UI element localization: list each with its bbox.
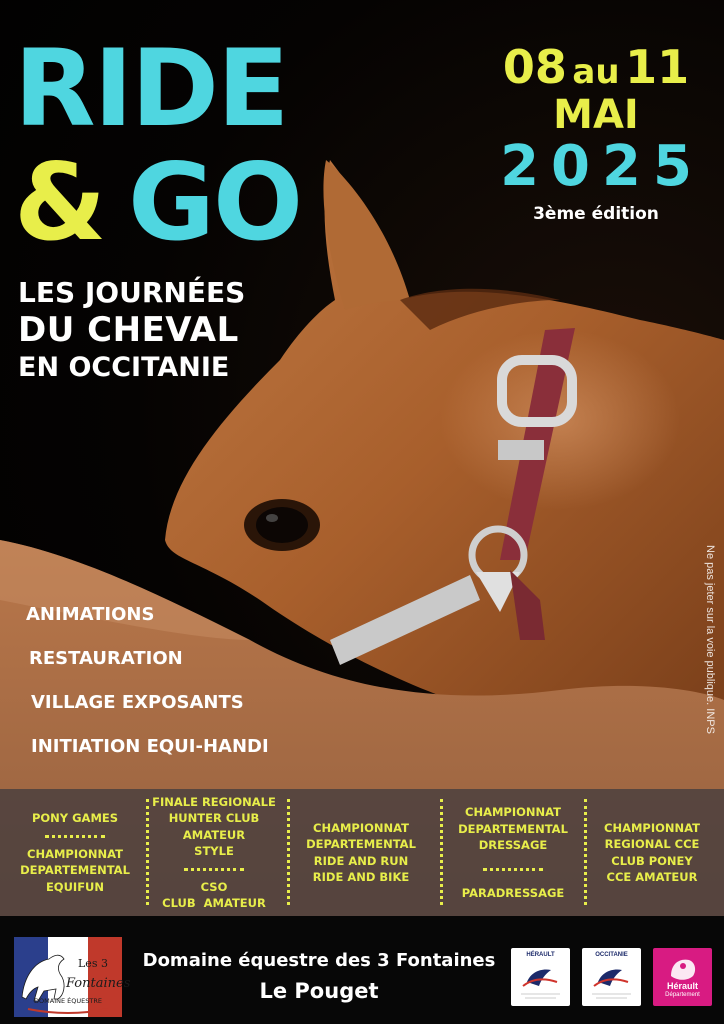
herault-federation-logo: HÉRAULT xyxy=(511,948,570,1006)
dotted-divider xyxy=(45,835,105,838)
date-connector: au xyxy=(572,52,620,92)
dotted-divider xyxy=(584,799,587,905)
event-dates xyxy=(486,40,706,224)
svg-text:Les 3: Les 3 xyxy=(78,957,108,970)
event-column-3 xyxy=(292,789,430,916)
activity-item: ANIMATIONS xyxy=(26,604,155,625)
dotted-divider xyxy=(184,868,244,871)
herault-departement-logo: Hérault Département xyxy=(653,948,712,1006)
subtitle-line-3: EN OCCITANIE xyxy=(18,351,230,383)
event-line: CLUB AMATEUR xyxy=(162,896,266,910)
occitanie-federation-logo: OCCITANIE xyxy=(582,948,641,1006)
edition-label: 3ème édition xyxy=(533,203,659,224)
title-ampersand: & xyxy=(14,141,105,264)
event-line: REGIONAL CCE xyxy=(604,837,700,851)
svg-text:DOMAINE ÉQUESTRE: DOMAINE ÉQUESTRE xyxy=(34,997,102,1005)
event-line: STYLE xyxy=(194,844,234,858)
event-line: RIDE AND BIKE xyxy=(312,870,410,884)
event-line: CHAMPIONNAT xyxy=(465,805,561,819)
activity-item: RESTAURATION xyxy=(29,648,183,669)
dotted-divider xyxy=(146,799,149,905)
events-band xyxy=(0,789,724,916)
venue-name: Domaine équestre des 3 Fontaines xyxy=(142,950,496,971)
title-go: GO xyxy=(128,141,302,264)
event-line: RIDE AND RUN xyxy=(313,853,409,868)
event-column-5 xyxy=(588,789,716,916)
event-line: PARADRESSAGE xyxy=(461,885,565,900)
event-line: CCE AMATEUR xyxy=(606,870,698,884)
footer xyxy=(0,916,724,1024)
event-line: CHAMPIONNAT xyxy=(313,820,409,835)
activities-list xyxy=(26,602,269,778)
dotted-divider xyxy=(483,868,543,871)
date-end: 11 xyxy=(625,40,690,94)
event-column-2 xyxy=(150,789,278,916)
event-line: CHAMPIONNAT xyxy=(27,846,123,861)
event-line: CLUB PONEY xyxy=(611,853,693,868)
date-range xyxy=(486,40,706,94)
date-year: 2025 xyxy=(500,134,704,199)
event-line: AMATEUR xyxy=(182,827,246,842)
three-fontaines-logo xyxy=(14,937,131,1017)
event-line: DEPARTEMENTAL xyxy=(20,863,130,877)
subtitle-line-1: LES JOURNÉES xyxy=(18,276,246,309)
event-line: DEPARTEMENTAL xyxy=(306,837,416,851)
activity-item: VILLAGE EXPOSANTS xyxy=(31,692,244,713)
subtitle-line-2: DU CHEVAL xyxy=(18,310,239,351)
svg-text:Fontaines: Fontaines xyxy=(66,976,131,991)
event-line: CSO xyxy=(200,879,228,894)
date-start: 08 xyxy=(502,40,567,94)
event-line: HUNTER CLUB xyxy=(168,811,260,825)
event-line: FINALE REGIONALE xyxy=(152,794,276,809)
event-pony-games: PONY GAMES xyxy=(31,811,119,825)
date-month: MAI xyxy=(553,92,639,138)
event-column-4 xyxy=(446,789,580,916)
legal-notice: Ne pas jeter sur la voie publique. INPS xyxy=(704,545,716,734)
activity-item: INITIATION EQUI-HANDI xyxy=(31,736,269,757)
venue-town: Le Pouget xyxy=(259,979,379,1003)
event-line: EQUIFUN xyxy=(45,879,105,894)
title-ride: RIDE xyxy=(14,27,288,150)
event-column-1 xyxy=(10,789,140,916)
subtitle xyxy=(18,276,245,385)
event-line: DRESSAGE xyxy=(478,838,548,852)
dotted-divider xyxy=(440,799,443,905)
event-line: DEPARTEMENTAL xyxy=(458,821,568,836)
venue xyxy=(130,948,508,1008)
dotted-divider xyxy=(287,799,290,905)
event-line: CHAMPIONNAT xyxy=(604,820,700,835)
